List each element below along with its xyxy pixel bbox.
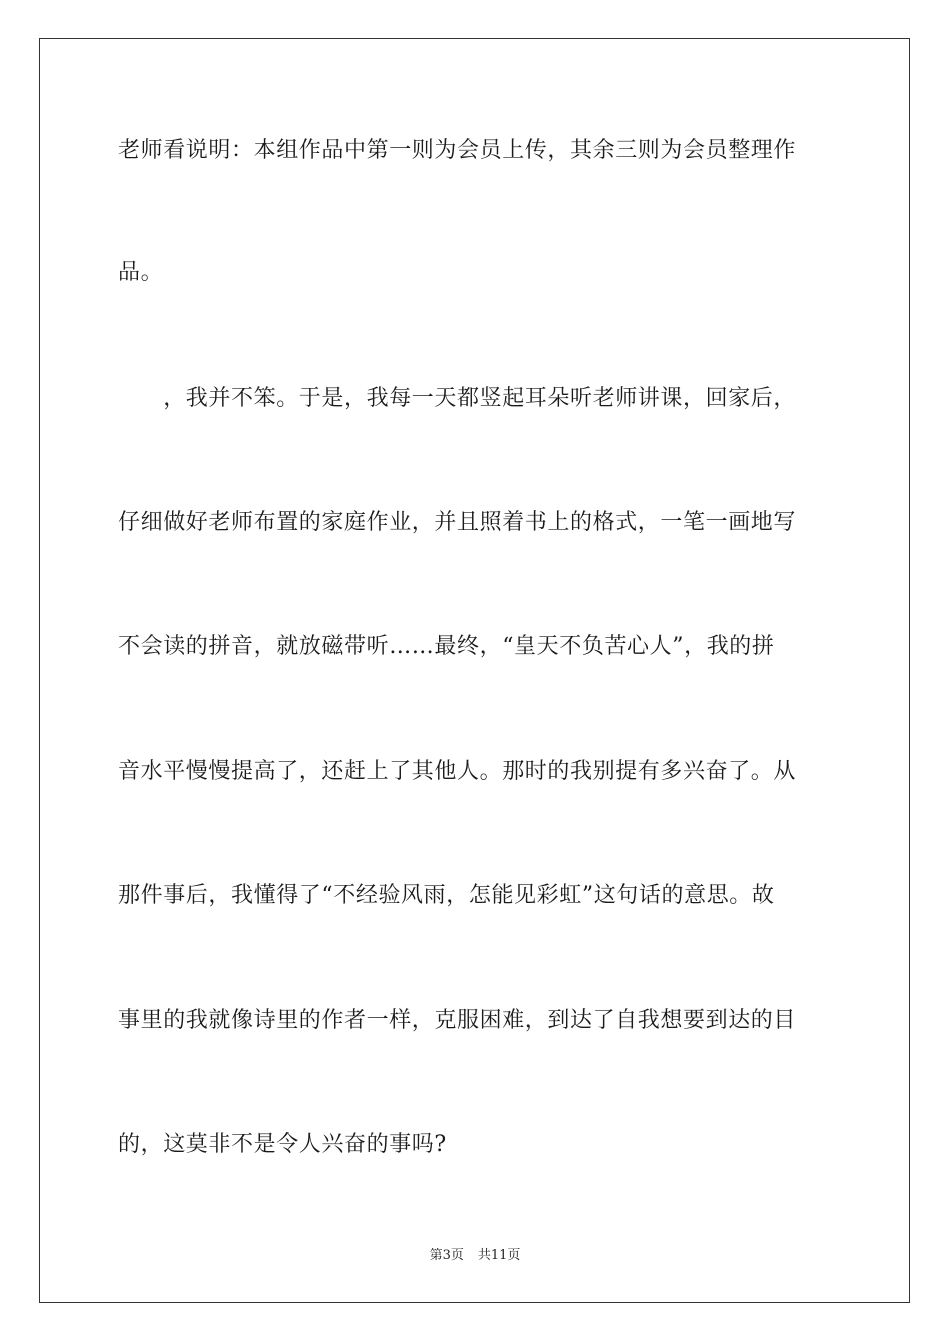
text-line-2: 品。 <box>118 260 164 285</box>
page-number: 第3页 <box>429 1248 464 1263</box>
text-line-1: 老师看说明：本组作品中第一则为会员上传，其余三则为会员整理作 <box>118 138 797 163</box>
text-line-8: 事里的我就像诗里的作者一样，克服困难，到达了自我想要到达的目 <box>118 1008 797 1033</box>
text-line-9: 的，这莫非不是令人兴奋的事吗? <box>118 1132 447 1157</box>
text-line-7: 那件事后，我懂得了“不经验风雨，怎能见彩虹”这句话的意思。故 <box>118 883 775 908</box>
page-footer <box>0 1247 950 1265</box>
text-line-6: 音水平慢慢提高了，还赶上了其他人。那时的我别提有多兴奋了。从 <box>118 759 797 784</box>
page-border <box>39 38 910 1303</box>
text-line-3: ，我并不笨。于是，我每一天都竖起耳朵听老师讲课，回家后， <box>118 386 797 411</box>
page-total: 共11页 <box>477 1248 521 1263</box>
text-line-4: 仔细做好老师布置的家庭作业，并且照着书上的格式，一笔一画地写 <box>118 510 797 535</box>
text-line-5: 不会读的拼音，就放磁带听……最终，“皇天不负苦心人”，我的拼 <box>118 634 775 659</box>
